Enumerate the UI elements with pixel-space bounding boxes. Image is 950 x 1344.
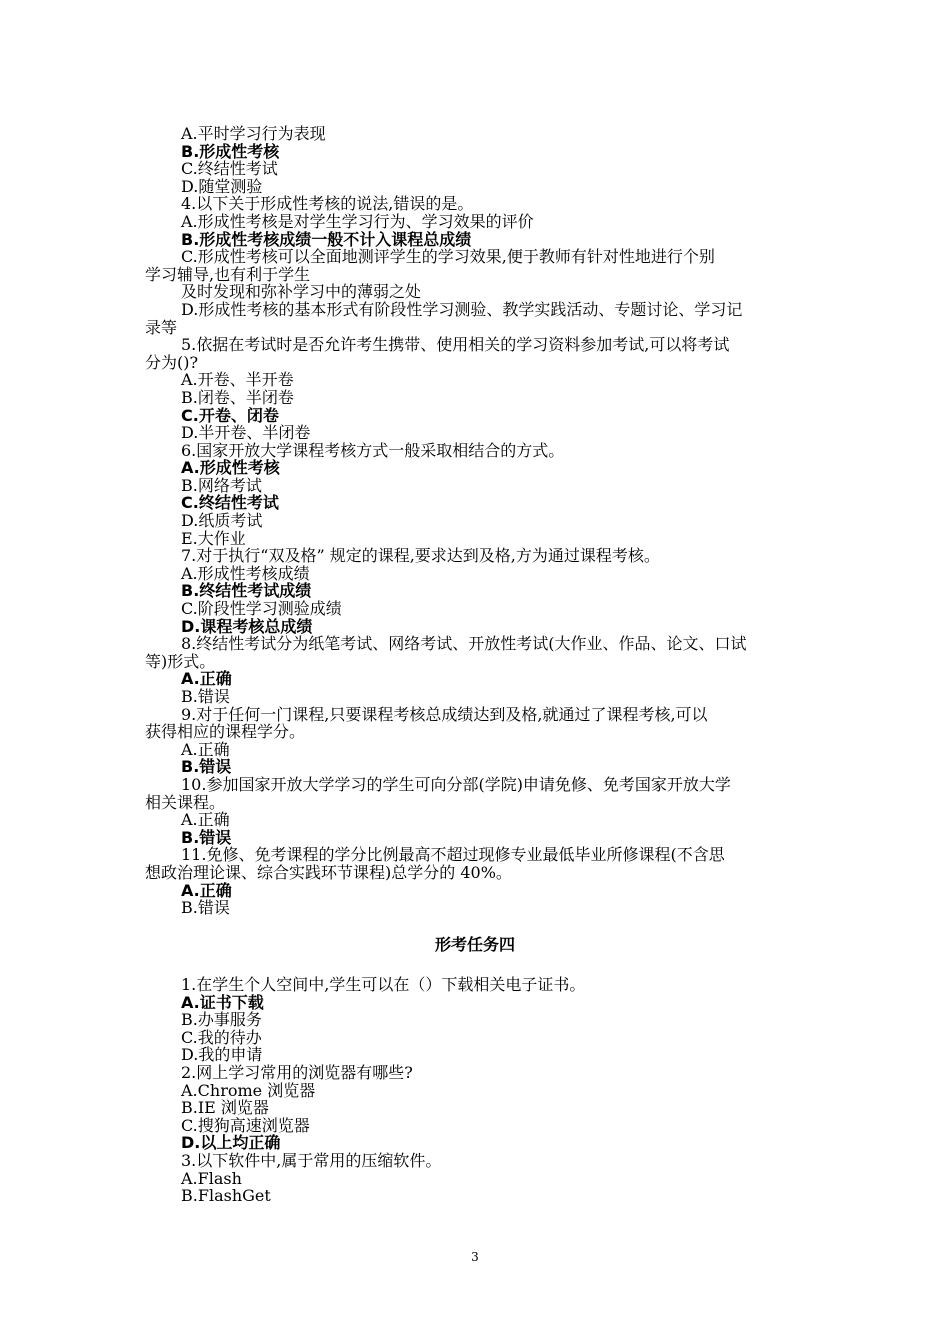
text-line: 8.终结性考试分为纸笔考试、网络考试、开放性考试(大作业、作品、论文、口试 [181, 634, 747, 654]
text-line: 9.对于任何一门课程,只要课程考核总成绩达到及格,就通过了课程考核,可以 [181, 704, 708, 724]
answer-line: A.正确 [181, 669, 232, 689]
text-line: B.错误 [181, 687, 230, 706]
text-line: A.正确 [181, 739, 230, 759]
text-line: 分为()? [145, 352, 199, 372]
answer-line: D.课程考核总成绩 [181, 616, 313, 636]
text-line: 获得相应的课程学分。 [145, 722, 306, 742]
text-line: C.形成性考核可以全面地测评学生的学习效果,便于教师有针对性地进行个别 [181, 247, 715, 267]
text-line: A.正确 [181, 810, 230, 830]
text-line: E.大作业 [181, 528, 246, 548]
answer-line: C.终结性考试 [181, 493, 279, 513]
section-title: 形考任务四 [434, 935, 515, 954]
answer-line: C.开卷、闭卷 [181, 405, 279, 425]
text-line: C.搜狗高速浏览器 [181, 1115, 310, 1135]
answer-line: B.终结性考试成绩 [181, 581, 312, 601]
text-line: B.错误 [181, 898, 230, 918]
text-line: B.闭卷、半闭卷 [181, 387, 294, 407]
text-line: 10.参加国家开放大学学习的学生可向分部(学院)申请免修、免考国家开放大学 [181, 774, 731, 794]
text-line: 1.在学生个人空间中,学生可以在（）下载相关电子证书。 [181, 975, 586, 994]
answer-line: A.正确 [181, 880, 232, 900]
text-line: D.纸质考试 [181, 511, 263, 531]
text-line: 及时发现和弥补学习中的薄弱之处 [181, 282, 422, 302]
section-2-questions [145, 976, 815, 1205]
answer-line: B.形成性考核成绩一般不计入课程总成绩 [181, 229, 472, 249]
text-line: 学习辅导,也有利于学生 [145, 264, 311, 284]
text-line: 7.对于执行“双及格” 规定的课程,要求达到及格,方为通过课程考核。 [181, 546, 660, 566]
text-line: B.网络考试 [181, 475, 262, 495]
text-line: D.形成性考核的基本形式有阶段性学习测验、教学实践活动、专题讨论、学习记 [181, 299, 743, 319]
text-line: D.半开卷、半闭卷 [181, 423, 311, 443]
text-line: 11.免修、免考课程的学分比例最高不超过现修专业最低毕业所修课程(不含思 [181, 845, 725, 865]
answer-line: A.证书下载 [181, 992, 264, 1012]
text-line: 4.以下关于形成性考核的说法,错误的是。 [181, 194, 474, 214]
text-line: 3.以下软件中,属于常用的压缩软件。 [181, 1150, 442, 1170]
text-line: A.形成性考核成绩 [181, 563, 310, 583]
text-line: 2.网上学习常用的浏览器有哪些? [181, 1062, 413, 1082]
text-line: A.Flash [181, 1168, 242, 1188]
text-line: A.开卷、半开卷 [181, 370, 294, 390]
text-line: 相关课程。 [145, 792, 226, 812]
text-line: 录等 [145, 317, 178, 337]
answer-line: B.错误 [181, 827, 232, 847]
section-1-questions [145, 125, 815, 917]
text-line: D.我的申请 [181, 1045, 263, 1065]
text-line: A.平时学习行为表现 [181, 124, 326, 143]
answer-line: A.形成性考核 [181, 458, 280, 478]
text-line: 等)形式。 [145, 651, 216, 671]
text-line: C.终结性考试 [181, 159, 278, 179]
text-line: C.我的待办 [181, 1027, 262, 1047]
text-line: A.Chrome 浏览器 [181, 1080, 316, 1100]
text-line: A.形成性考核是对学生学习行为、学习效果的评价 [181, 211, 534, 231]
page-number: 3 [471, 1250, 479, 1264]
text-line: D.随堂测验 [181, 176, 263, 196]
answer-line: B.错误 [181, 757, 232, 777]
answer-line: D.以上均正确 [181, 1133, 281, 1153]
text-line: B.办事服务 [181, 1010, 262, 1030]
text-line: B.FlashGet [181, 1186, 271, 1206]
text-line: 想政治理论课、综合实践环节课程)总学分的 40%。 [145, 862, 512, 882]
text-line: C.阶段性学习测验成绩 [181, 599, 342, 619]
text-line: B.IE 浏览器 [181, 1098, 269, 1118]
text-line: 6.国家开放大学课程考核方式一般采取相结合的方式。 [181, 440, 565, 460]
text-line: 5.依据在考试时是否允许考生携带、使用相关的学习资料参加考试,可以将考试 [181, 335, 730, 355]
answer-line: B.形成性考核 [181, 141, 280, 161]
